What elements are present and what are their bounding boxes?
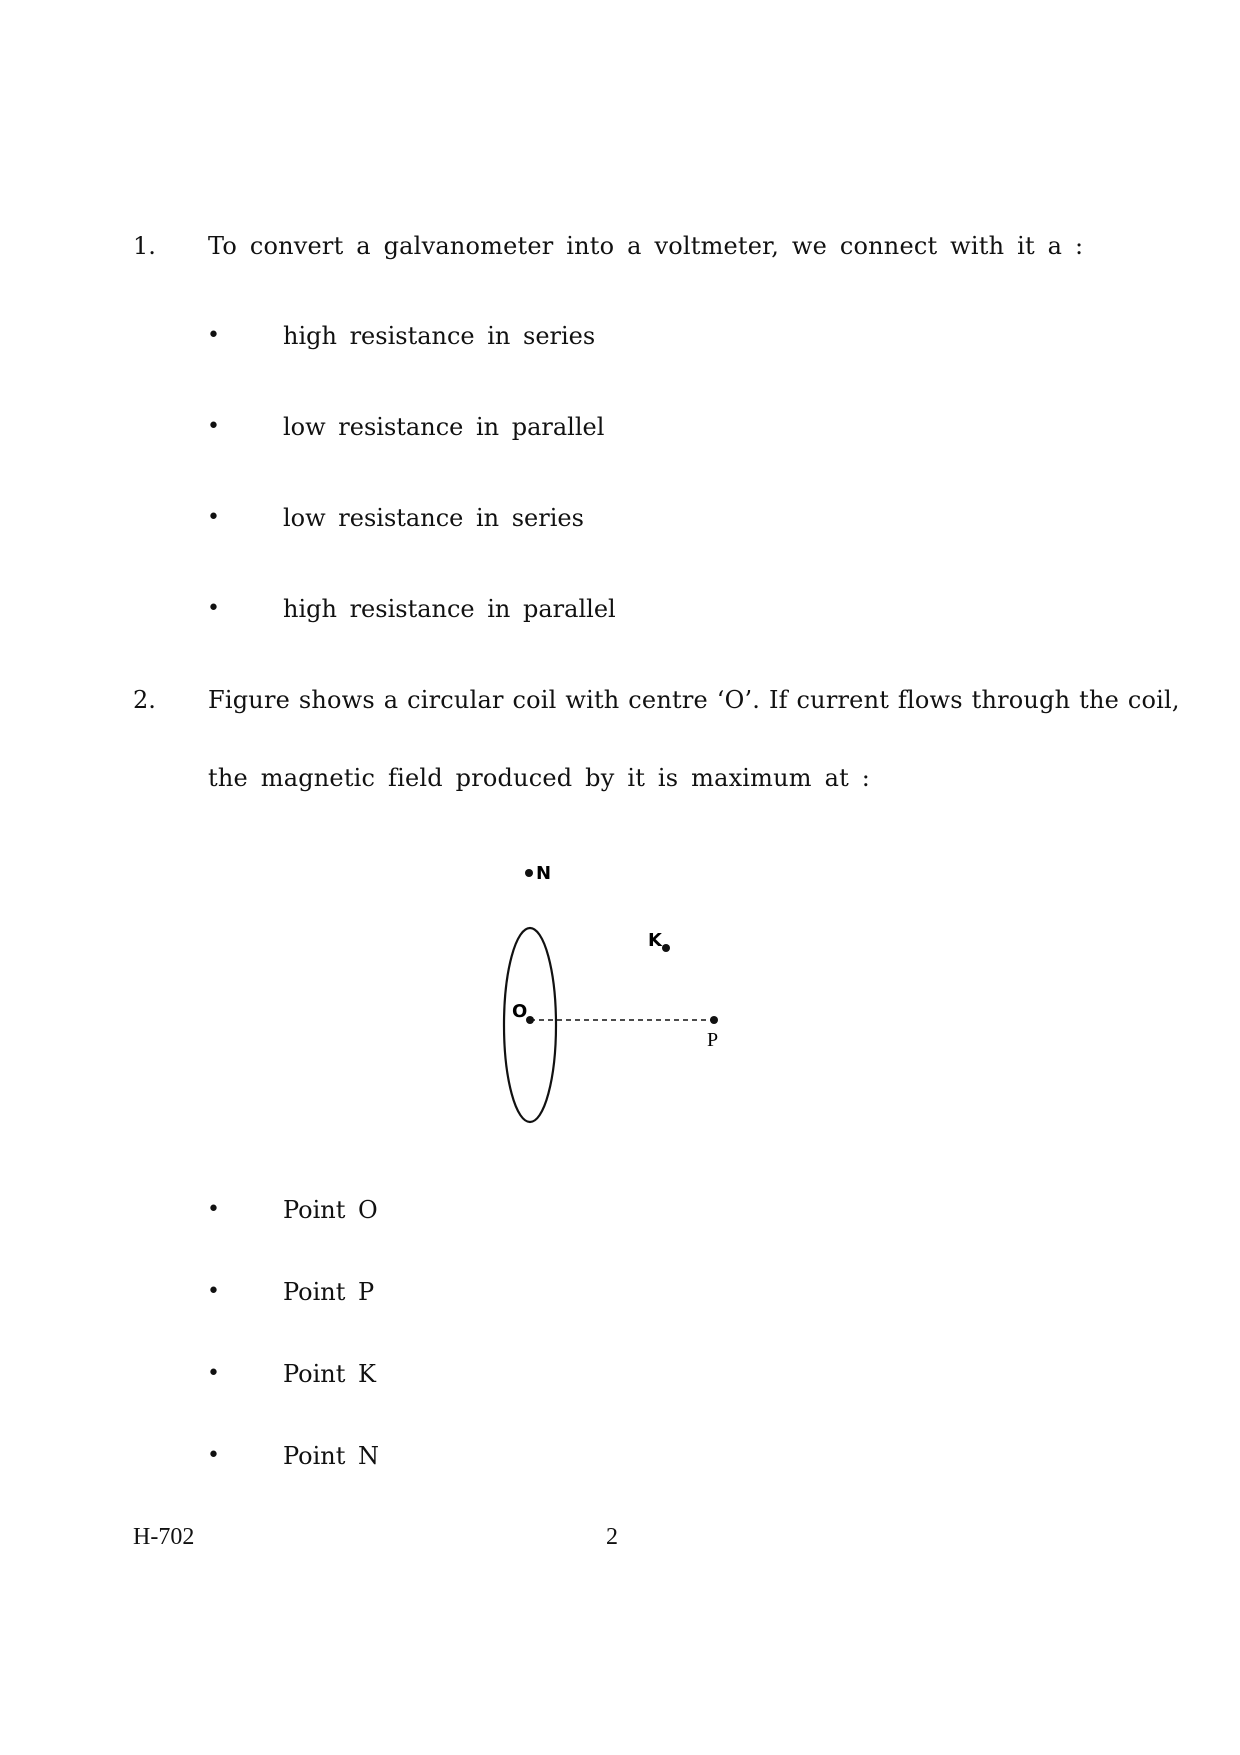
bullet-icon: •: [207, 414, 220, 439]
label-o: O: [512, 1001, 528, 1022]
bullet-icon: •: [207, 596, 220, 621]
bullet-icon: •: [207, 1197, 220, 1222]
bullet-icon: •: [207, 505, 220, 530]
bullet-icon: •: [207, 1361, 220, 1386]
question-1-option-1: high resistance in series: [283, 322, 596, 350]
point-n-dot: [525, 869, 533, 877]
point-p-dot: [710, 1016, 718, 1024]
page-number: 2: [606, 1524, 618, 1550]
circular-coil: [504, 928, 556, 1122]
point-k-dot: [662, 944, 670, 952]
question-1-text: To convert a galvanometer into a voltmeter, we connect with it a :: [208, 232, 1084, 260]
question-2-text-line-1: Figure shows a circular coil with centre ‘O’. If current flows through the coil,: [208, 686, 1180, 714]
question-1-option-3: low resistance in series: [283, 504, 584, 532]
question-2-number: 2.: [133, 686, 156, 714]
bullet-icon: •: [207, 1443, 220, 1468]
bullet-icon: •: [207, 1279, 220, 1304]
question-2-option-1: Point O: [283, 1196, 378, 1224]
question-1-option-4: high resistance in parallel: [283, 595, 616, 623]
label-k: K: [648, 930, 662, 951]
question-1-number: 1.: [133, 232, 156, 260]
question-2-text-line-2: the magnetic field produced by it is maximum at :: [208, 764, 871, 792]
coil-figure: [480, 850, 740, 1140]
label-p: P: [707, 1029, 719, 1051]
label-n: N: [536, 863, 552, 884]
question-2-option-2: Point P: [283, 1278, 375, 1306]
question-1-option-2: low resistance in parallel: [283, 413, 605, 441]
question-2-option-4: Point N: [283, 1442, 380, 1470]
bullet-icon: •: [207, 323, 220, 348]
paper-code: H-702: [133, 1524, 195, 1550]
question-2-option-3: Point K: [283, 1360, 376, 1388]
